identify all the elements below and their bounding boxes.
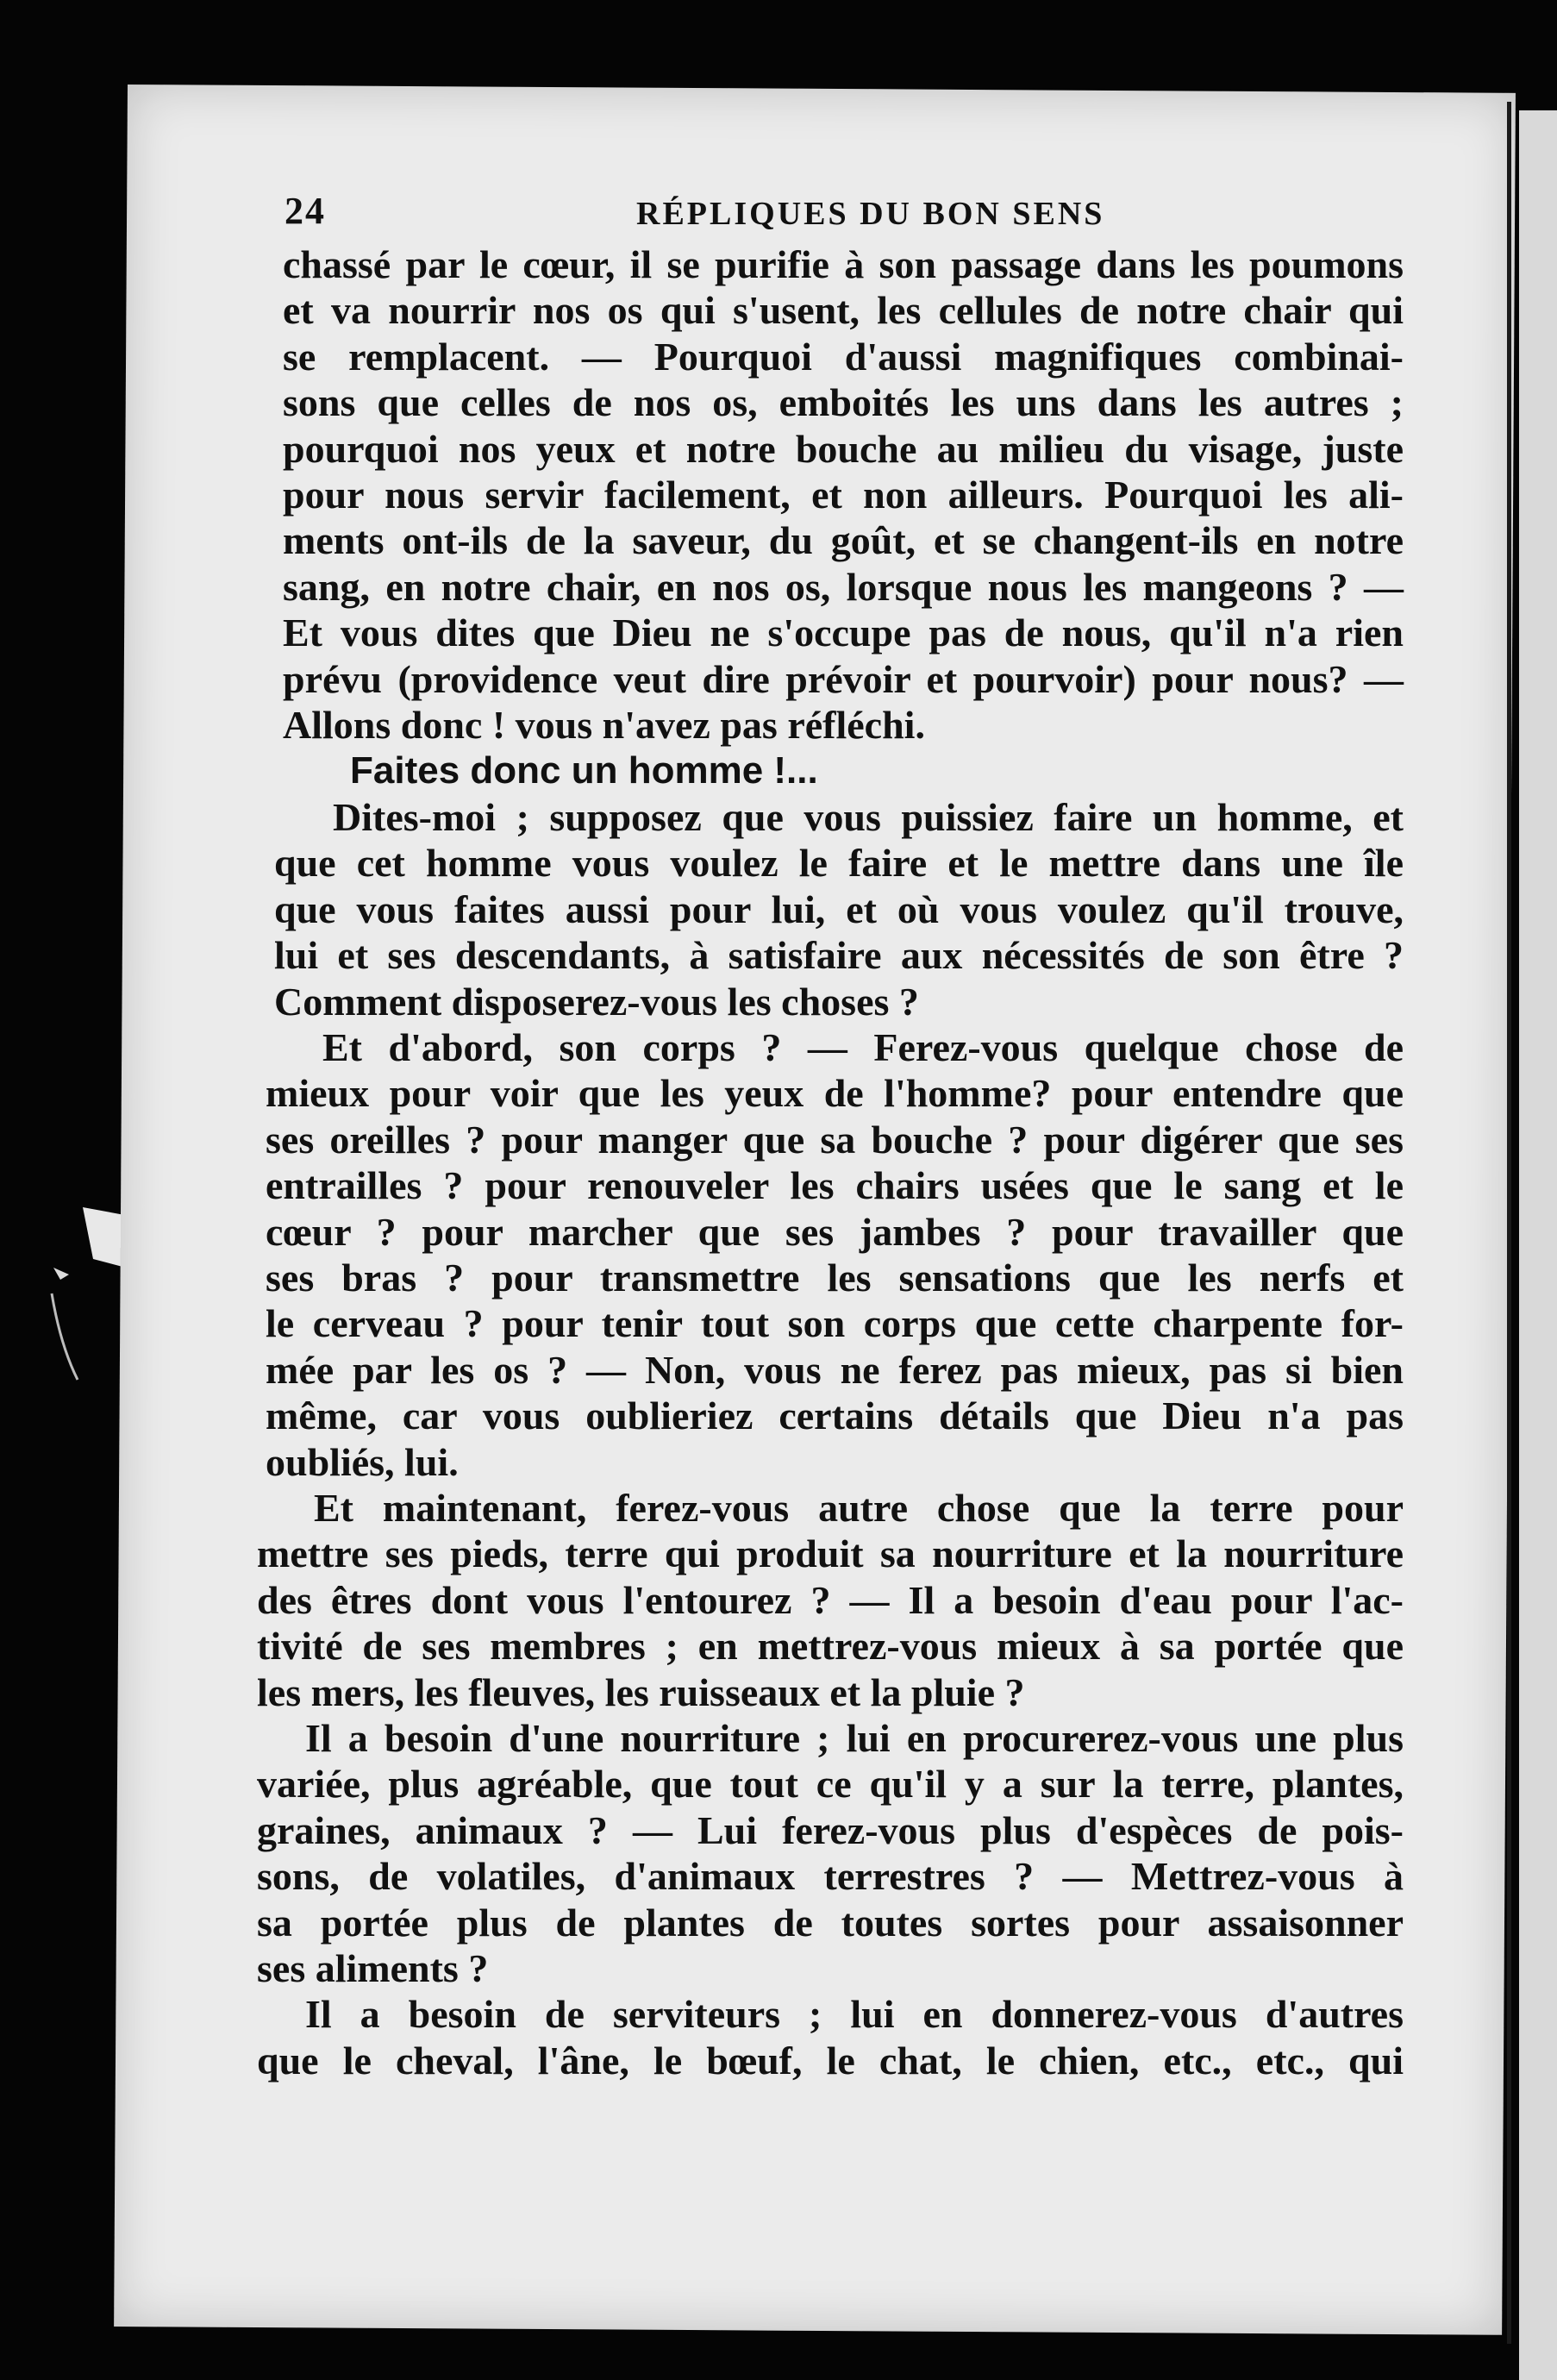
text-line: mieux pour voir que les yeux de l'homme? pour entendre que [266, 1071, 1404, 1116]
text-line: et va nourrir nos os qui s'usent, les cellules de notre chair qui [283, 288, 1404, 333]
text-line: ses bras ? pour transmettre les sensations que les nerfs et [266, 1255, 1404, 1300]
text-line: Allons donc ! vous n'avez pas réfléchi. [283, 703, 925, 748]
text-line: que vous faites aussi pour lui, et où vous voulez qu'il trouve, [274, 886, 1404, 931]
text-line: ses oreilles ? pour manger que sa bouche ? pour digérer que ses [266, 1117, 1404, 1162]
text-line: sang, en notre chair, en nos os, lorsque nous les mangeons ? — [283, 564, 1404, 609]
text-line: variée, plus agréable, que tout ce qu'il y a sur la terre, plantes, [257, 1762, 1404, 1807]
text-line: que cet homme vous voulez le faire et le mettre dans une île [274, 841, 1404, 886]
text-line: sa portée plus de plantes de toutes sortes pour assaisonner [257, 1900, 1404, 1945]
text-line: sons que celles de nos os, emboités les uns dans les autres ; [283, 380, 1404, 425]
text-line: ments ont-ils de la saveur, du goût, et se changent-ils en notre [283, 518, 1404, 563]
text-line: Et vous dites que Dieu ne s'occupe pas de nous, qu'il n'a rien [283, 611, 1404, 655]
adjacent-page-edge [1519, 110, 1557, 2380]
text-line: même, car vous oublieriez certains détails que Dieu n'a pas [266, 1394, 1404, 1438]
text-line: que le cheval, l'âne, le bœuf, le chat, le chien, etc., etc., qui [257, 2038, 1404, 2082]
text-line: ses aliments ? [257, 1946, 489, 1991]
text-line: prévu (providence veut dire prévoir et pourvoir) pour nous? — [283, 656, 1404, 701]
page-number: 24 [285, 190, 326, 232]
text-line: tivité de ses membres ; en mettrez-vous mieux à sa portée que [257, 1624, 1404, 1669]
text-line: pour nous servir facilement, et non ailleurs. Pourquoi les ali- [283, 473, 1404, 517]
text-line: le cerveau ? pour tenir tout son corps que cette charpente for- [266, 1301, 1404, 1346]
text-line: mettre ses pieds, terre qui produit sa nourriture et la nourriture [257, 1531, 1404, 1576]
text-line: se remplacent. — Pourquoi d'aussi magnifiques combinai- [283, 334, 1404, 379]
text-line: des êtres dont vous l'entourez ? — Il a besoin d'eau pour l'ac- [257, 1577, 1404, 1622]
text-line: Et d'abord, son corps ? — Ferez-vous quelque chose de [322, 1024, 1404, 1069]
text-line: les mers, les fleuves, les ruisseaux et la pluie ? [257, 1669, 1025, 1714]
text-line: chassé par le cœur, il se purifie à son passage dans les poumons [283, 242, 1404, 286]
text-line: Comment disposerez-vous les choses ? [274, 979, 919, 1024]
page-text-block [153, 188, 1412, 2083]
running-head [153, 188, 1412, 241]
text-line: oubliés, lui. [266, 1439, 459, 1484]
text-line: graines, animaux ? — Lui ferez-vous plus d'espèces de pois- [257, 1807, 1404, 1852]
text-line: Il a besoin d'une nourriture ; lui en procurerez-vous une plus [305, 1716, 1404, 1760]
section-heading: Faites donc un homme !... [350, 749, 818, 792]
running-title: RÉPLIQUES DU BON SENS [636, 196, 1105, 232]
text-line: pourquoi nos yeux et notre bouche au milieu du visage, juste [283, 426, 1404, 471]
text-line: mée par les os ? — Non, vous ne ferez pas mieux, pas si bien [266, 1347, 1404, 1392]
text-line: Dites-moi ; supposez que vous puissiez faire un homme, et [333, 794, 1404, 839]
text-line: entrailles ? pour renouveler les chairs usées que le sang et le [266, 1163, 1404, 1208]
text-line: cœur ? pour marcher que ses jambes ? pour travailler que [266, 1209, 1404, 1254]
page-gutter-line [1507, 102, 1511, 2344]
text-line: Et maintenant, ferez-vous autre chose que la terre pour [314, 1485, 1404, 1530]
text-line: lui et ses descendants, à satisfaire aux nécessités de son être ? [274, 933, 1404, 978]
text-line: Il a besoin de serviteurs ; lui en donnerez-vous d'autres [305, 1992, 1404, 2037]
text-line: sons, de volatiles, d'animaux terrestres ? — Mettrez-vous à [257, 1854, 1404, 1899]
